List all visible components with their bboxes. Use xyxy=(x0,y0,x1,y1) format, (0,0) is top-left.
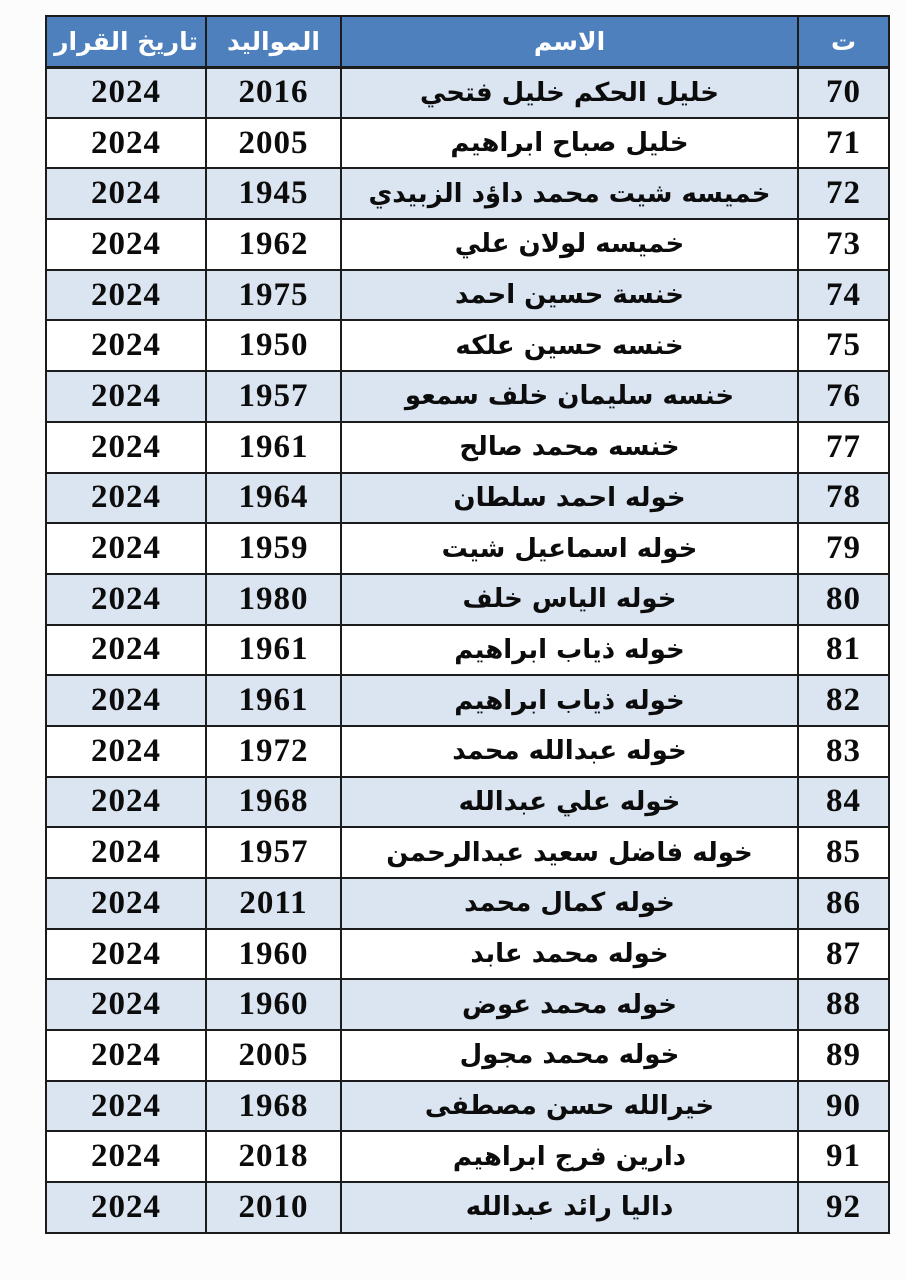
table-row xyxy=(46,270,889,321)
col-header-serial: ت xyxy=(798,16,889,67)
cell-name: خوله اسماعيل شيت xyxy=(341,523,798,574)
cell-birth-year: 2005 xyxy=(206,118,341,169)
cell-serial: 92 xyxy=(798,1182,889,1233)
cell-serial: 72 xyxy=(798,168,889,219)
cell-name: خليل الحكم خليل فتحي xyxy=(341,67,798,118)
table-row xyxy=(46,827,889,878)
cell-name: خنسة حسين احمد xyxy=(341,270,798,321)
table-row xyxy=(46,726,889,777)
cell-decision-date: 2024 xyxy=(46,118,206,169)
cell-name: خوله محمد مجول xyxy=(341,1030,798,1081)
cell-serial: 71 xyxy=(798,118,889,169)
col-header-name: الاسم xyxy=(341,16,798,67)
cell-name: خوله كمال محمد xyxy=(341,878,798,929)
cell-birth-year: 2005 xyxy=(206,1030,341,1081)
cell-name: خنسه محمد صالح xyxy=(341,422,798,473)
cell-decision-date: 2024 xyxy=(46,67,206,118)
cell-decision-date: 2024 xyxy=(46,675,206,726)
cell-serial: 82 xyxy=(798,675,889,726)
cell-birth-year: 1945 xyxy=(206,168,341,219)
cell-birth-year: 1957 xyxy=(206,371,341,422)
cell-serial: 89 xyxy=(798,1030,889,1081)
table-row xyxy=(46,219,889,270)
table-row xyxy=(46,371,889,422)
cell-name: خوله الياس خلف xyxy=(341,574,798,625)
table-row xyxy=(46,118,889,169)
cell-decision-date: 2024 xyxy=(46,1182,206,1233)
cell-birth-year: 1960 xyxy=(206,929,341,980)
table-row xyxy=(46,574,889,625)
cell-decision-date: 2024 xyxy=(46,270,206,321)
cell-decision-date: 2024 xyxy=(46,979,206,1030)
cell-birth-year: 1961 xyxy=(206,422,341,473)
cell-serial: 86 xyxy=(798,878,889,929)
cell-birth-year: 1950 xyxy=(206,320,341,371)
cell-decision-date: 2024 xyxy=(46,726,206,777)
cell-name: خوله احمد سلطان xyxy=(341,473,798,524)
cell-birth-year: 2018 xyxy=(206,1131,341,1182)
cell-birth-year: 2016 xyxy=(206,67,341,118)
table-row xyxy=(46,777,889,828)
cell-decision-date: 2024 xyxy=(46,929,206,980)
cell-serial: 84 xyxy=(798,777,889,828)
header-row xyxy=(46,16,889,67)
cell-name: خميسه شيت محمد داؤد الزبيدي xyxy=(341,168,798,219)
table-row xyxy=(46,1131,889,1182)
table-row xyxy=(46,67,889,118)
table-row xyxy=(46,168,889,219)
cell-birth-year: 1961 xyxy=(206,675,341,726)
cell-serial: 90 xyxy=(798,1081,889,1132)
table-header xyxy=(46,16,889,67)
cell-birth-year: 1972 xyxy=(206,726,341,777)
cell-decision-date: 2024 xyxy=(46,827,206,878)
table-body xyxy=(46,67,889,1233)
table-row xyxy=(46,1030,889,1081)
cell-birth-year: 1968 xyxy=(206,777,341,828)
cell-name: داليا رائد عبدالله xyxy=(341,1182,798,1233)
cell-birth-year: 1961 xyxy=(206,625,341,676)
cell-serial: 74 xyxy=(798,270,889,321)
cell-serial: 80 xyxy=(798,574,889,625)
cell-serial: 76 xyxy=(798,371,889,422)
cell-birth-year: 1964 xyxy=(206,473,341,524)
cell-serial: 70 xyxy=(798,67,889,118)
cell-birth-year: 1962 xyxy=(206,219,341,270)
cell-decision-date: 2024 xyxy=(46,878,206,929)
cell-name: خوله ذياب ابراهيم xyxy=(341,675,798,726)
cell-serial: 75 xyxy=(798,320,889,371)
cell-name: خوله فاضل سعيد عبدالرحمن xyxy=(341,827,798,878)
table-row xyxy=(46,1081,889,1132)
cell-serial: 83 xyxy=(798,726,889,777)
cell-birth-year: 1975 xyxy=(206,270,341,321)
cell-name: خميسه لولان علي xyxy=(341,219,798,270)
cell-serial: 79 xyxy=(798,523,889,574)
table-row xyxy=(46,320,889,371)
roster-table xyxy=(45,15,890,1234)
cell-serial: 73 xyxy=(798,219,889,270)
cell-name: خنسه سليمان خلف سمعو xyxy=(341,371,798,422)
cell-decision-date: 2024 xyxy=(46,320,206,371)
cell-serial: 87 xyxy=(798,929,889,980)
col-header-decision-date: تاريخ القرار xyxy=(46,16,206,67)
cell-name: خوله محمد عابد xyxy=(341,929,798,980)
cell-birth-year: 2011 xyxy=(206,878,341,929)
cell-name: خوله ذياب ابراهيم xyxy=(341,625,798,676)
cell-name: دارين فرج ابراهيم xyxy=(341,1131,798,1182)
cell-decision-date: 2024 xyxy=(46,473,206,524)
cell-name: خليل صباح ابراهيم xyxy=(341,118,798,169)
cell-birth-year: 1959 xyxy=(206,523,341,574)
cell-birth-year: 1980 xyxy=(206,574,341,625)
cell-name: خوله عبدالله محمد xyxy=(341,726,798,777)
table-row xyxy=(46,1182,889,1233)
cell-decision-date: 2024 xyxy=(46,422,206,473)
cell-decision-date: 2024 xyxy=(46,625,206,676)
cell-decision-date: 2024 xyxy=(46,777,206,828)
cell-name: خنسه حسين علكه xyxy=(341,320,798,371)
cell-serial: 77 xyxy=(798,422,889,473)
table-row xyxy=(46,675,889,726)
cell-birth-year: 2010 xyxy=(206,1182,341,1233)
cell-decision-date: 2024 xyxy=(46,1081,206,1132)
cell-serial: 88 xyxy=(798,979,889,1030)
cell-decision-date: 2024 xyxy=(46,574,206,625)
col-header-birth-year: المواليد xyxy=(206,16,341,67)
cell-decision-date: 2024 xyxy=(46,1131,206,1182)
cell-serial: 85 xyxy=(798,827,889,878)
table-row xyxy=(46,422,889,473)
table-row xyxy=(46,523,889,574)
cell-decision-date: 2024 xyxy=(46,219,206,270)
table-row xyxy=(46,473,889,524)
cell-birth-year: 1957 xyxy=(206,827,341,878)
cell-name: خوله علي عبدالله xyxy=(341,777,798,828)
cell-birth-year: 1968 xyxy=(206,1081,341,1132)
table-row xyxy=(46,979,889,1030)
cell-decision-date: 2024 xyxy=(46,1030,206,1081)
cell-serial: 78 xyxy=(798,473,889,524)
cell-name: خيرالله حسن مصطفى xyxy=(341,1081,798,1132)
cell-birth-year: 1960 xyxy=(206,979,341,1030)
cell-serial: 91 xyxy=(798,1131,889,1182)
cell-decision-date: 2024 xyxy=(46,523,206,574)
table-row xyxy=(46,625,889,676)
cell-decision-date: 2024 xyxy=(46,168,206,219)
table-row xyxy=(46,878,889,929)
cell-decision-date: 2024 xyxy=(46,371,206,422)
table-row xyxy=(46,929,889,980)
cell-serial: 81 xyxy=(798,625,889,676)
cell-name: خوله محمد عوض xyxy=(341,979,798,1030)
